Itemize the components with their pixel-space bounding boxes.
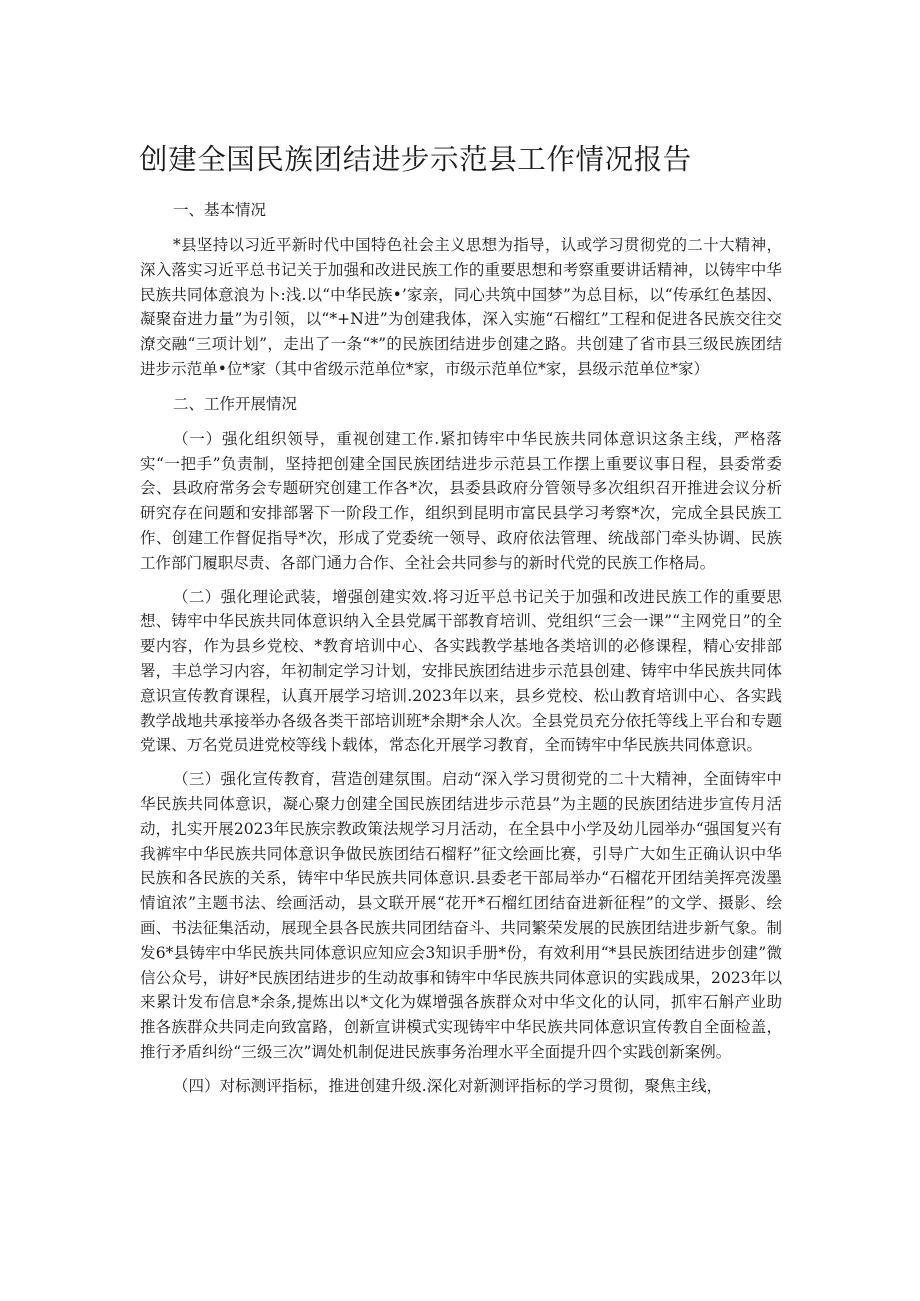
document-body <box>140 197 782 1108</box>
paragraph-theory: （二）强化理论武装，增强创建实效.将习近平总书记关于加强和改进民族工作的重要思想、铸牢中华民族共同体意识纳入全县党属干部教育培训、党组织“三会一课”“主网党日”的全要内容，作为县乡党校、*教育培训中心、各实践教学基地各类培训的必修课程，精心安排部署，丰总学习内容，年初制定学习计划，安排民族团结进步示范县创建、铸牢中华民族共同体意识宣传教育课程，认真开展学习培训.2023年以来，县乡党校、松山教育培训中心、各实践教学战地共承接举办各级各类干部培训班*余期*余人次。全县党员充分依托等线上平台和专题党课、万名党员进党校等线卜载体，常态化开展学习教育，全而铸牢中华民族共同体意识。 <box>140 587 782 755</box>
paragraph-publicity: （三）强化宣传教育，营造创建氛围。启动“深入学习贯彻党的二十大精神，全面铸牢中华民族共同体意识，凝心聚力创建全国民族团结进步示范县”为主题的民族团结进步宣传月活动，扎实开展2023年民族宗教政策法规学习月活动，在全县中小学及幼儿园举办“强国复兴有我裤牢中华民族共同体意识争做民族团结石榴籽”征文绘画比赛，引导广大如生正确认识中华民族和各民族的关系，铸牢中华民族共同体意识.县委老干部局举办“石榴花开团结美挥亮泼墨情谊浓”主题书法、绘画活动，县文联开展“花开*石榴红团结奋进新征程”的文学、摄影、绘画、书法征集活动，展现全县各民族共同团结奋斗、共同繁荣发展的民族团结进步新气象。制发6*县铸牢中华民族共同体意识应知应会3知识手册*份，有效利用“*县民族团结进步创建”微信公众号，讲好*民族团结进步的生动故事和铸牢中华民族共同体意识的实践成果，2023年以来累计发布信息*余条,提炼出以*文化为媒增强各族群众对中华文化的认同，抓牢石斛产业助推各族群众共同走向致富路，创新宣讲模式实现铸牢中华民族共同体意识宣传教自全面检盖，推行矛盾纠纷“三级三次”调处机制促进民族事务治理水平全面提升四个实践创新案例。 <box>140 770 782 1061</box>
paragraph-organization: （一）强化组织领导，重视创建工作.紧扣铸牢中华民族共同体意识这条主线，严格落实“一把手”负责制，坚持把创建全国民族团结进步示范县工作摆上重要议事日程，县委常委会、县政府常务会专题研究创建工作各*次，县委县政府分管领导多次组织召开推进会议分析研究存在问题和安排部署下一阶段工作，组织到昆明市富民县学习考察*次，完成全县民族工作、创建工作督促指导*次，形成了党委统一领导、政府依法管理、统战部门牵头协调、民族工作部门履职尽责、各部门通力合作、全社会共同参与的新时代党的民族工作格局。 <box>140 429 782 572</box>
section-heading-basic: 一、基本情况 <box>173 201 267 219</box>
paragraph-basic-overview: *县坚持以习近平新时代中国特色社会主义思想为指导，认或学习贯彻党的二十大精神，深入落实习近平总书记关于加强和改进民族工作的重要思想和考察重要讲话精神，以铸牢中华民族共同体意浪为卜:浅.以“中华民族•’家亲，同心共筑中国梦”为总目标，以“传承红色基因、凝聚奋进力量”为引领，以“*+N进”为创建我体，深入实施“石榴红”工程和促进各民族交往交潦交融“三项计划”，走出了一条“*”的民族团结进步创建之路。共创建了省市县三级民族团结进步示范单•位*家（其中省级示范单位*家，市级示范单位*家，县级示范单位*家） <box>140 236 782 378</box>
document-title: 创建全国民族团结进步示范县工作情况报告 <box>139 143 692 176</box>
section-heading-work: 二、工作开展情况 <box>173 394 298 413</box>
paragraph-evaluation: （四）对标测评指标，推进创建升级.深化对新测评指标的学习贯彻，聚焦主线， <box>173 1076 723 1095</box>
